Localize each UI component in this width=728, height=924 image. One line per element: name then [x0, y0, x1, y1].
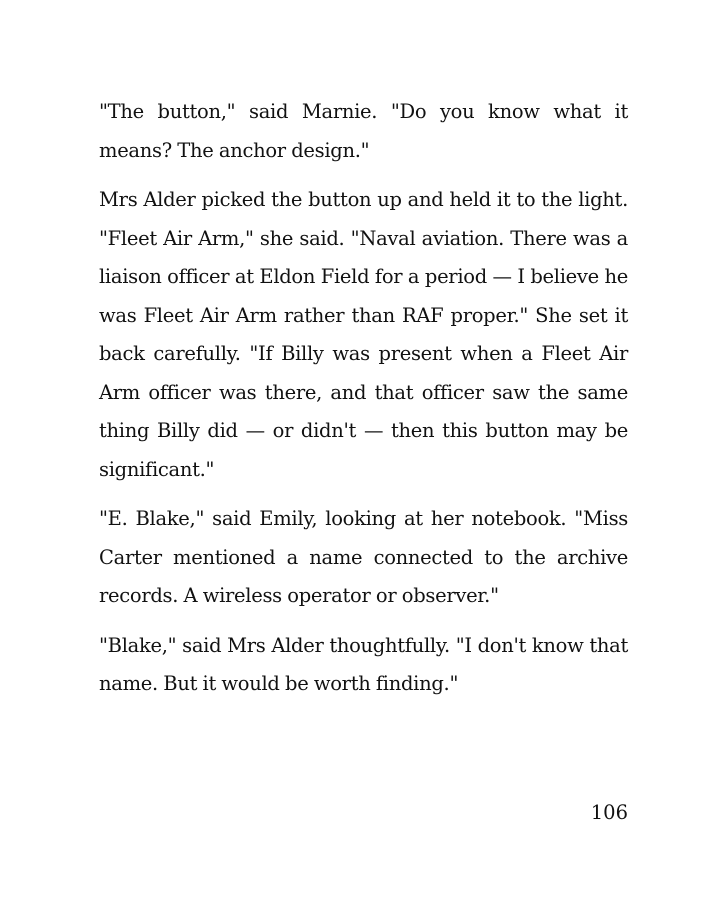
body-text	[99, 93, 628, 715]
paragraph-2: Mrs Alder picked the button up and held it to the light. "Fleet Air Arm," she said. "Naval aviation. There was a liaison officer at Eldon Field for a period — I believe he was Fleet Air Arm rather than RAF proper." She set it back carefully. "If Billy was present when a Fleet Air Arm officer was there, and that officer saw the same thing Billy did — or didn't — then this button may be significant."	[99, 188, 628, 481]
paragraph-4: "Blake," said Mrs Alder thoughtfully. "I don't know that name. But it would be worth finding."	[99, 633, 628, 695]
page-number: 106	[590, 801, 628, 824]
paragraph-1: "The button," said Marnie. "Do you know what it means? The anchor design."	[99, 100, 628, 162]
paragraph-3: "E. Blake," said Emily, looking at her notebook. "Miss Carter mentioned a name connected to the archive records. A wireless operator or observer."	[99, 507, 628, 607]
